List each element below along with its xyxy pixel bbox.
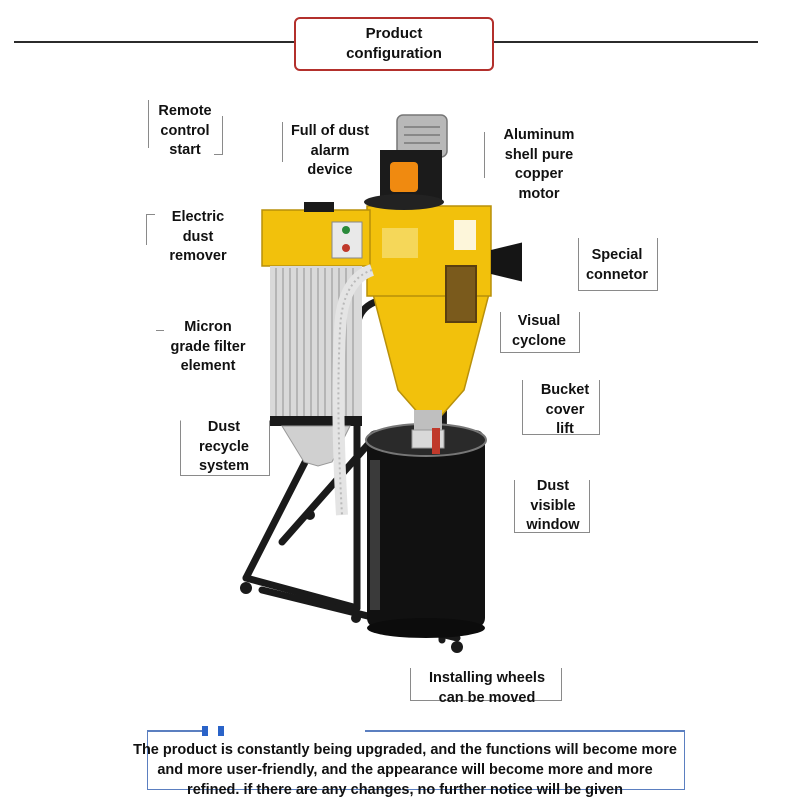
label-motor	[494, 126, 584, 204]
label-bracket	[146, 214, 155, 245]
footer-line-3: refined. if there are any changes, no further notice will be given	[187, 782, 623, 798]
label-line: alarm	[310, 142, 350, 159]
label-line: start	[169, 142, 201, 158]
label-line: lift	[556, 421, 574, 437]
label-line: recycle	[199, 438, 249, 455]
label-line: Full of dust	[290, 123, 370, 139]
label-line: shell pure	[504, 146, 574, 163]
page-title-line2: configuration	[346, 45, 442, 62]
label-line: Aluminum	[503, 127, 575, 143]
label-line: Visual	[517, 313, 561, 329]
label-line: Special	[591, 247, 643, 263]
header-divider-left	[14, 41, 294, 43]
label-remote-control-start	[150, 102, 220, 161]
label-line: copper	[514, 166, 564, 182]
label-line: dust	[182, 228, 214, 245]
footer-notice	[110, 740, 700, 800]
label-dust-visible-window	[516, 477, 590, 536]
label-special-connector	[578, 246, 656, 285]
label-line: device	[307, 162, 353, 178]
label-line: motor	[518, 185, 560, 202]
page-title-line1: Product	[365, 25, 423, 42]
label-line: window	[526, 517, 580, 533]
label-line: connetor	[585, 266, 649, 283]
label-bracket	[484, 132, 485, 178]
label-line: remover	[169, 248, 227, 264]
label-bracket	[148, 100, 149, 148]
footer-line-1: The product is constantly being upgraded, and the functions will become more	[133, 742, 677, 758]
label-dust-recycle-system	[186, 418, 262, 477]
label-bucket-cover-lift	[526, 381, 604, 440]
label-line: Installing wheels	[428, 670, 546, 686]
label-electric-dust-remover	[160, 208, 236, 267]
label-line: system	[199, 458, 249, 474]
label-visual-cyclone	[502, 312, 576, 351]
label-line: Dust	[207, 419, 241, 435]
label-installing-wheels	[414, 669, 560, 708]
label-line: element	[180, 358, 236, 374]
label-line: can be moved	[438, 689, 536, 706]
label-line: Micron	[184, 319, 232, 335]
label-micron-filter-element	[160, 318, 256, 377]
footer-line-2: and more user-friendly, and the appearance will become more and more	[157, 762, 653, 778]
label-line: Bucket	[540, 382, 590, 398]
label-line: Electric	[171, 209, 225, 225]
label-line: cover	[545, 401, 585, 418]
label-bracket	[282, 122, 283, 162]
label-line: Remote	[158, 103, 212, 119]
page-title	[294, 17, 494, 71]
label-dust-alarm-device	[284, 122, 376, 181]
label-line: cyclone	[512, 332, 566, 349]
label-line: visible	[530, 497, 576, 514]
header-divider-right	[492, 41, 758, 43]
dust-collector-illustration	[232, 110, 522, 670]
label-line: control	[160, 122, 210, 139]
footer-decoration	[202, 726, 228, 736]
label-line: Dust	[536, 478, 570, 494]
label-line: grade filter	[170, 338, 246, 355]
